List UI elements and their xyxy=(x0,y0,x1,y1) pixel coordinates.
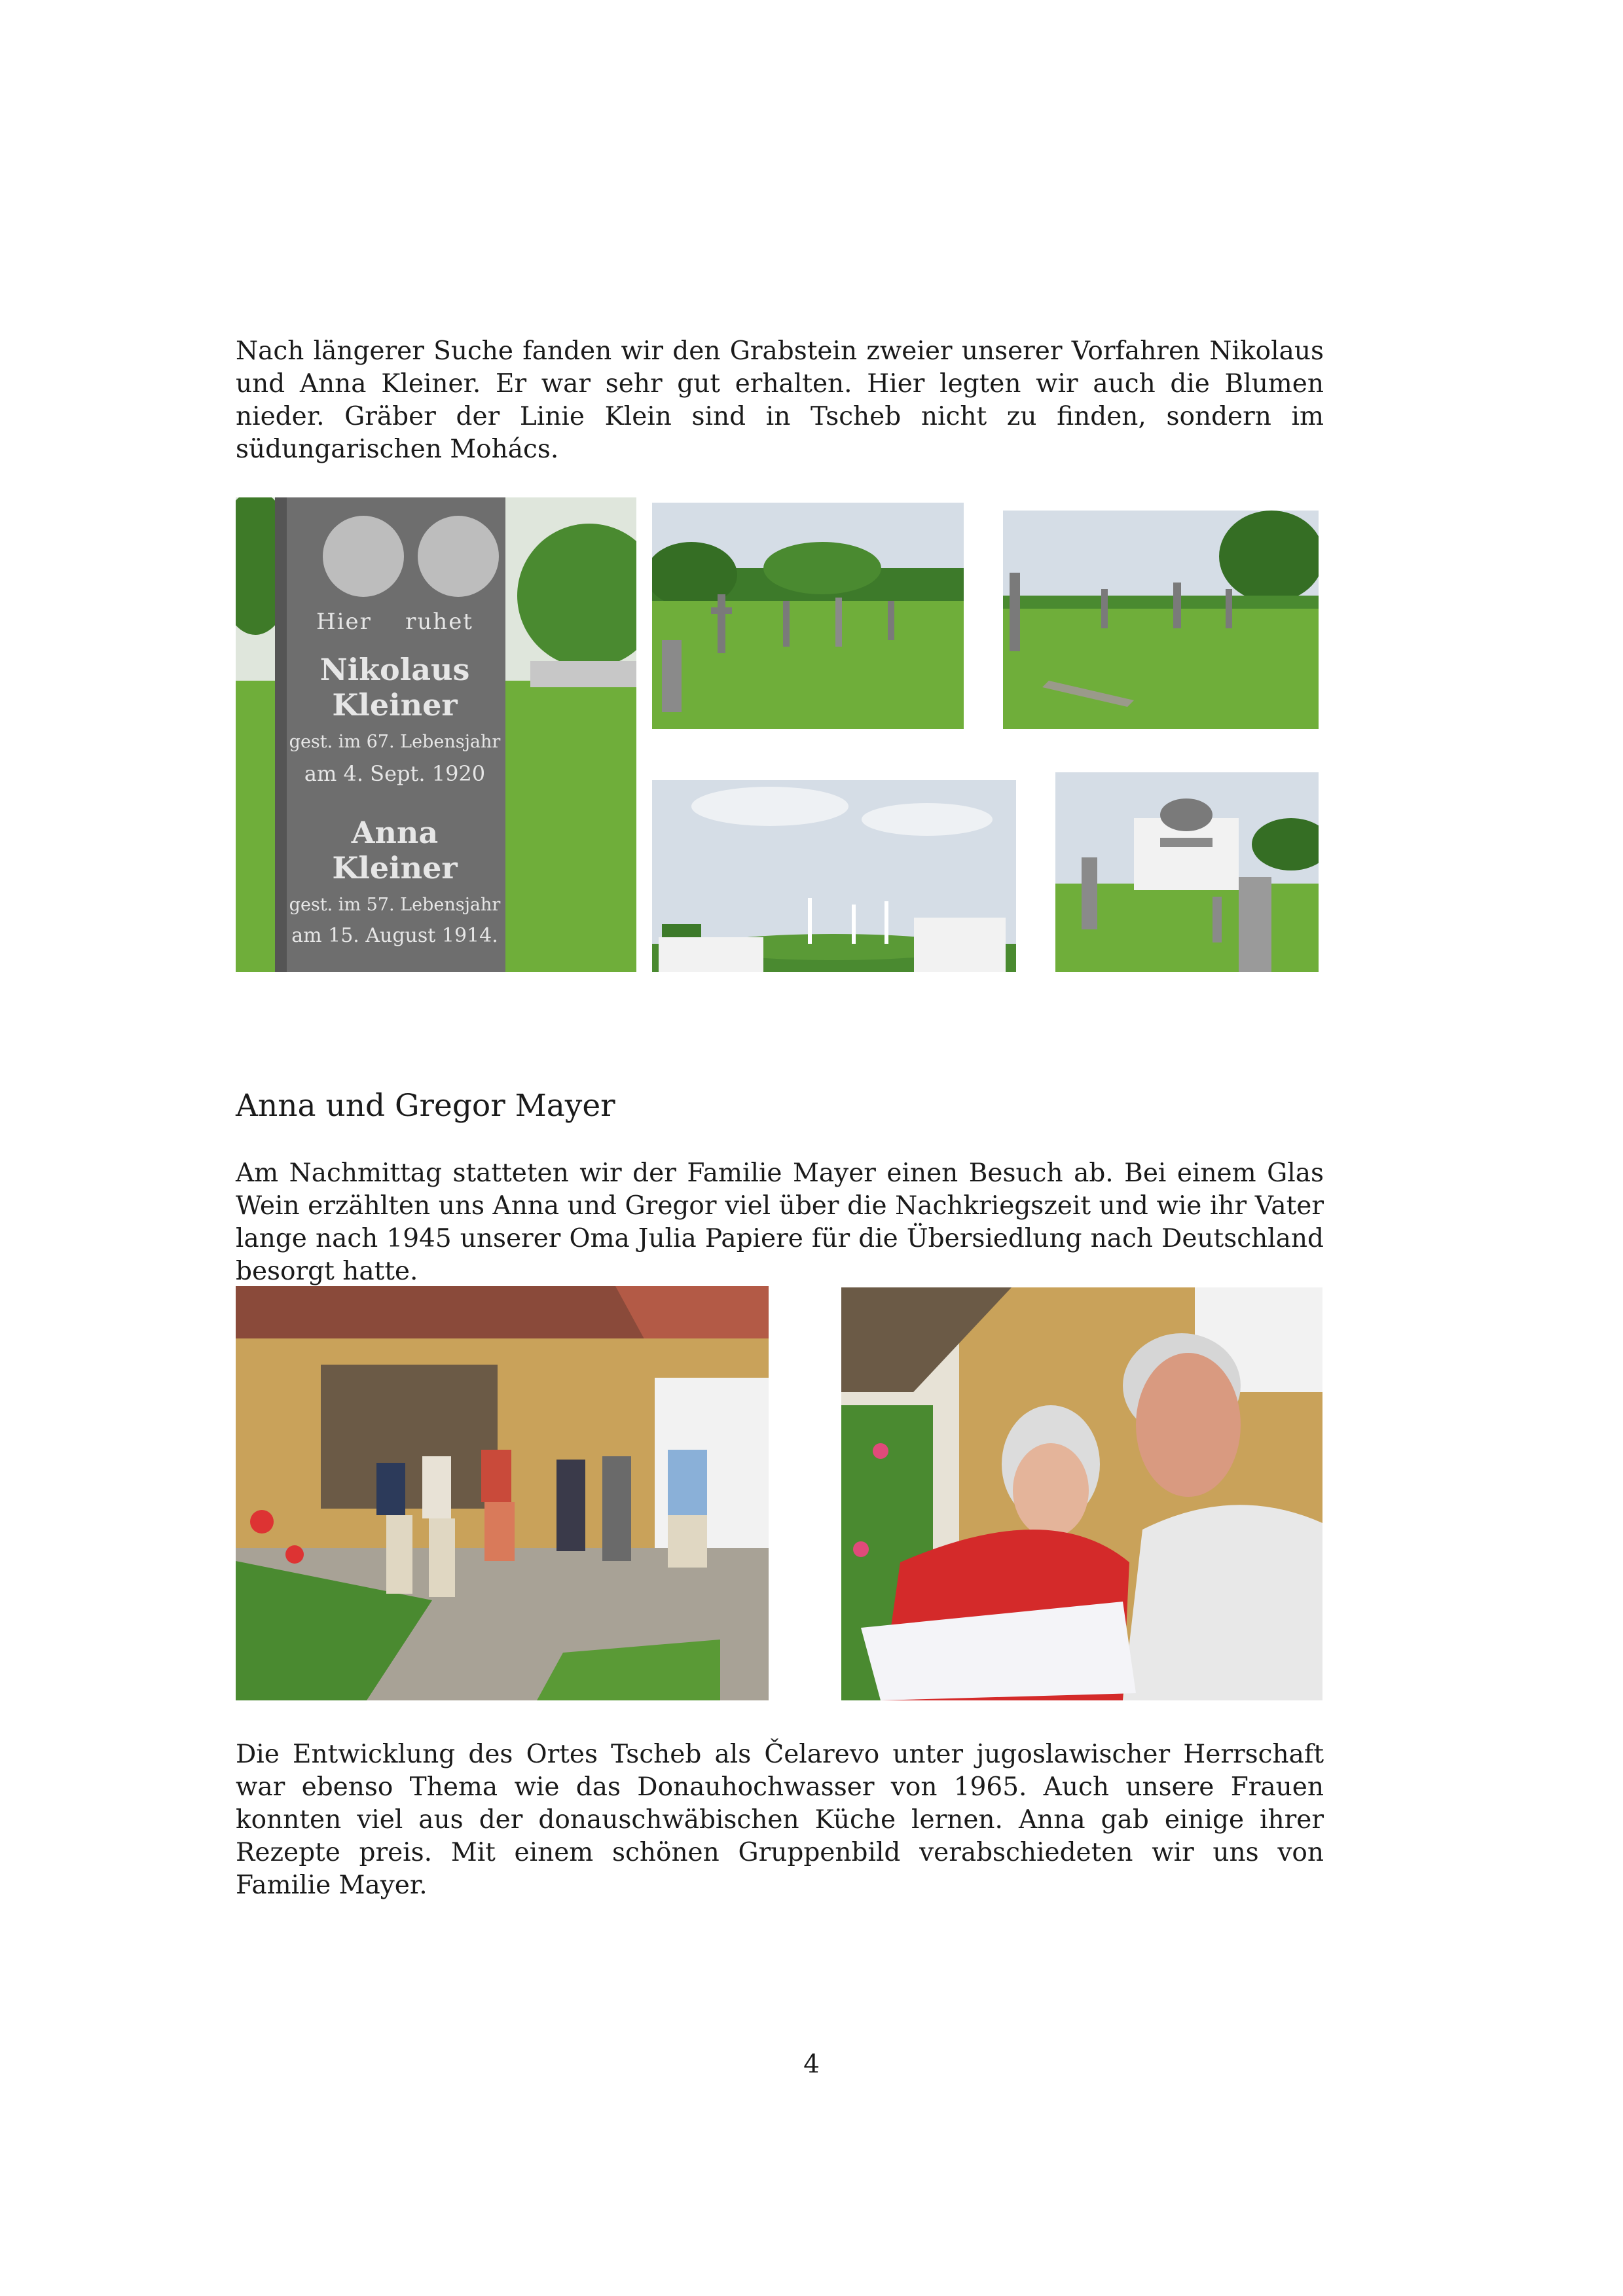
gravestone-name-nikolaus: Nikolaus Kleiner xyxy=(319,652,470,723)
cemetery-monument-photo xyxy=(652,780,1016,972)
gravestone-ruhet: ruhet xyxy=(405,609,473,635)
cemetery-photo-2 xyxy=(1003,511,1319,729)
closing-paragraph: Die Entwicklung des Ortes Tscheb als Čelarevo unter jugoslawischer Herrschaft war ebenso Thema wie das Donauhochwasser von 1965. Auch unsere Frauen konnten viel aus der donauschwäbischen Küche lernen. Anna gab einige ihrer Rezepte preis. Mit einem schönen Gruppenbild verabschiedeten wir uns von Familie Mayer. xyxy=(236,1740,1324,1900)
anna-gregor-reading-photo xyxy=(841,1287,1322,1700)
gravestone-date-nikolaus: am 4. Sept. 1920 xyxy=(304,761,486,786)
gravestone-photo xyxy=(236,497,636,972)
gravestone-age-anna: gest. im 57. Lebensjahr xyxy=(289,895,501,915)
chapel-photo xyxy=(1055,772,1319,972)
cemetery-photo-1 xyxy=(652,503,964,729)
gravestone-date-anna: am 15. August 1914. xyxy=(291,924,498,947)
gravestone-name-anna: Anna Kleiner xyxy=(332,815,458,886)
visit-paragraph: Am Nachmittag statteten wir der Familie Mayer einen Besuch ab. Bei einem Glas Wein erzählten uns Anna und Gregor viel über die Nachkriegszeit und wie ihr Vater lange nach 1945 unserer Oma Julia Papiere für die Übersiedlung nach Deutschland besorgt hatte. xyxy=(236,1158,1324,1286)
section-heading: Anna und Gregor Mayer xyxy=(236,1088,615,1124)
gravestone-age-nikolaus: gest. im 67. Lebensjahr xyxy=(289,732,501,752)
group-photo xyxy=(236,1286,769,1700)
intro-paragraph: Nach längerer Suche fanden wir den Grabstein zweier unserer Vorfahren Nikolaus und Anna Kleiner. Er war sehr gut erhalten. Hier legten wir auch die Blumen nieder. Gräber der Linie Klein sind in Tscheb nicht zu finden, sondern im südungarischen Mohács. xyxy=(236,336,1324,464)
gravestone-hier: Hier xyxy=(316,609,372,635)
page-number: 4 xyxy=(803,2050,820,2079)
